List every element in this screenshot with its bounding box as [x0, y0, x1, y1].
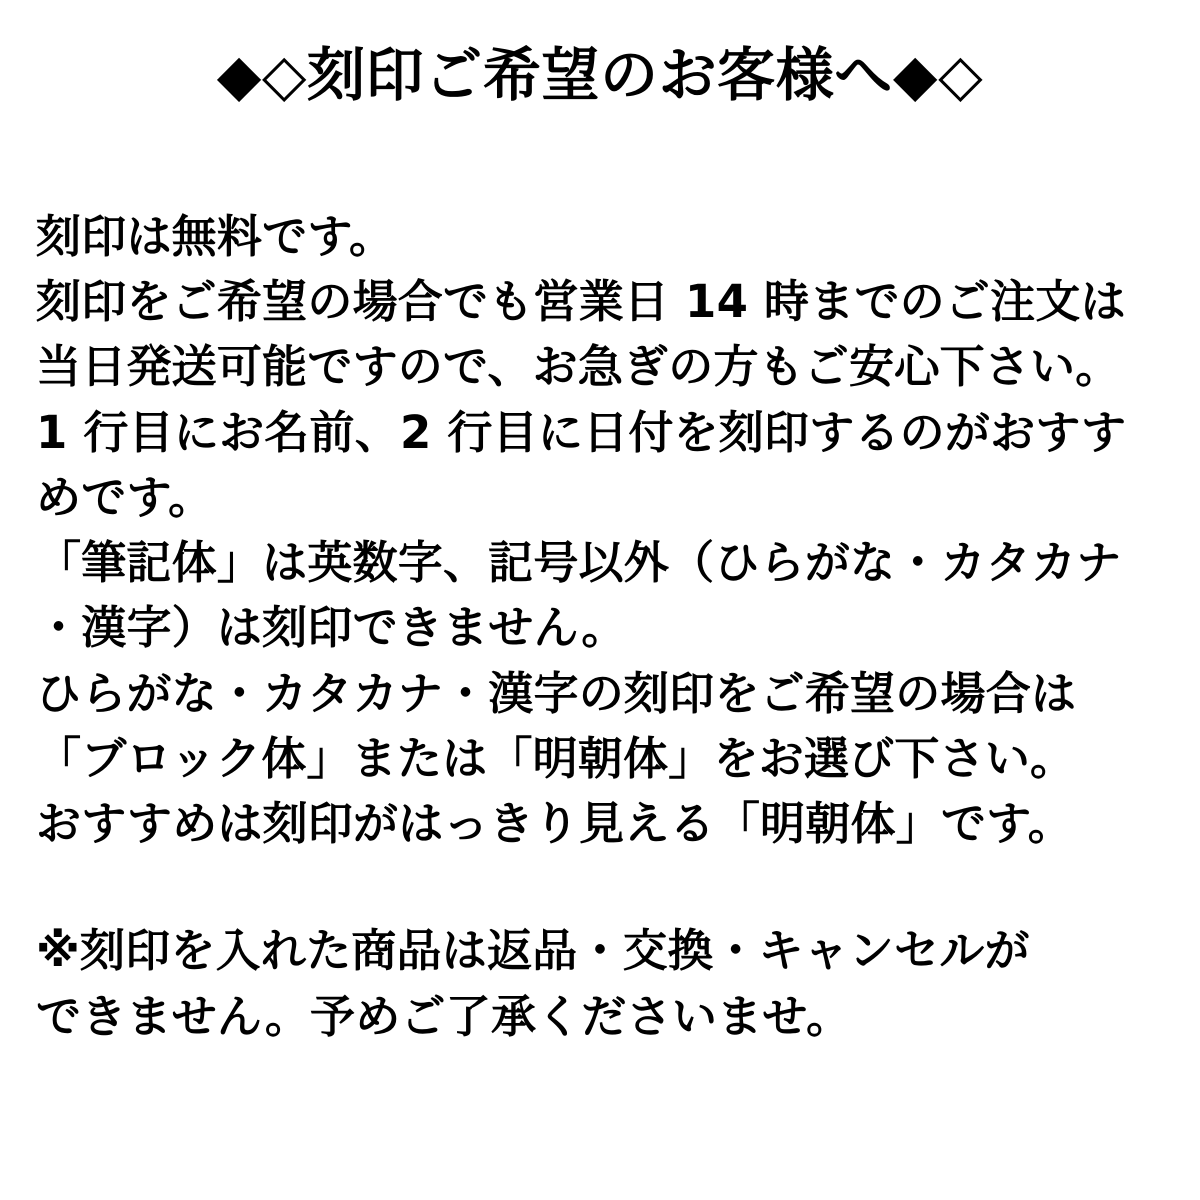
text-line: ※刻印を入れた商品は返品・交換・キャンセルが: [36, 924, 1030, 978]
page-title: ◆◇刻印ご希望のお客様へ◆◇: [216, 41, 984, 109]
text-line: 刻印をご希望の場合でも営業日 14 時までのご注文は: [36, 275, 1126, 329]
text-line: 刻印は無料です。: [36, 209, 395, 263]
text-line: おすすめは刻印がはっきり見える「明朝体」です。: [36, 797, 1074, 851]
text-line: 「筆記体」は英数字、記号以外（ひらがな・カタカナ: [36, 536, 1122, 590]
text-line: 当日発送可能ですので、お急ぎの方もご安心下さい。: [36, 340, 1121, 394]
text-line: ひらがな・カタカナ・漢字の刻印をご希望の場合は: [36, 666, 1077, 720]
text-line: 1 行目にお名前、2 行目に日付を刻印するのがおすす: [36, 405, 1127, 459]
text-line: できません。予めご了承くださいませ。: [36, 989, 852, 1043]
paragraph-spacer: [36, 856, 1166, 918]
paragraph-intro: [36, 204, 1166, 857]
document-body: [0, 204, 1200, 1049]
paragraph-notice: [36, 918, 1166, 1049]
text-line: ・漢字）は刻印できません。: [36, 601, 627, 655]
text-line: めです。: [36, 470, 214, 524]
text-line: 「ブロック体」または「明朝体」をお選び下さい。: [36, 731, 1076, 785]
